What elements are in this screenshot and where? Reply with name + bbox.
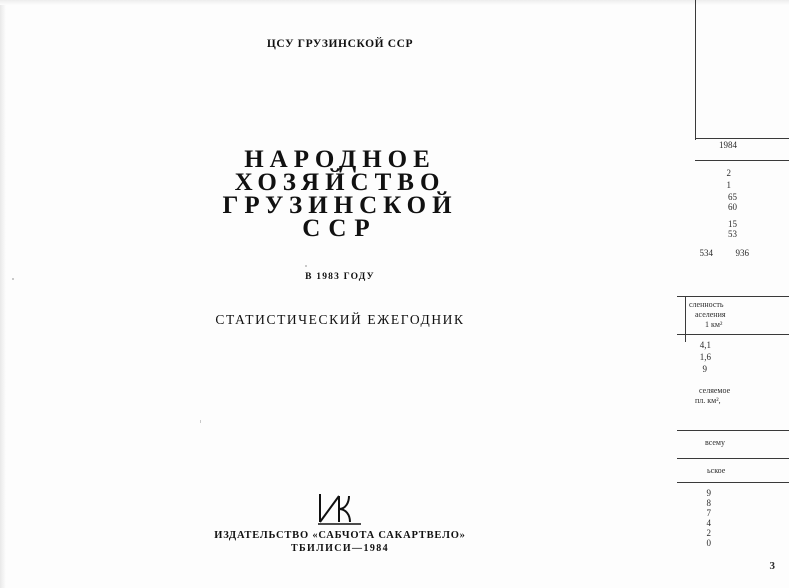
title-line-3: ГРУЗИНСКОЙ xyxy=(222,192,458,219)
bleed-number: 7 xyxy=(706,508,711,518)
title-line-2: ХОЗЯЙСТВО xyxy=(234,169,446,196)
bleed-number: 53 xyxy=(728,229,737,239)
table-rule-horizontal xyxy=(677,482,789,483)
bleed-label-urban: ьское xyxy=(707,466,726,475)
issuing-agency: ЦСУ ГРУЗИНСКОЙ ССР xyxy=(266,38,414,50)
imprint xyxy=(0,530,680,555)
bleed-number: 4 xyxy=(706,518,711,528)
year-line: В 1983 ГОДУ xyxy=(305,272,375,282)
bleed-number: 60 xyxy=(728,202,737,212)
table-rule-horizontal xyxy=(677,458,789,459)
table-rule-horizontal xyxy=(677,334,789,335)
table-rule-horizontal xyxy=(677,296,789,297)
table-rule-horizontal xyxy=(677,430,789,431)
city-year: ТБИЛИСИ—1984 xyxy=(290,542,390,554)
bleed-number: 2 xyxy=(706,528,711,538)
bleed-note-line: пл. км², xyxy=(695,396,721,405)
publisher-name: ИЗДАТЕЛЬСТВО «САБЧОТА САКАРТВЕЛО» xyxy=(214,530,466,541)
bleed-note-line: селяемое xyxy=(699,386,731,395)
bleed-table-header-line: сленность xyxy=(689,300,724,309)
page-title xyxy=(0,148,680,240)
bleed-number: 1 xyxy=(726,180,731,190)
bleed-density-value: 9 xyxy=(702,364,707,374)
title-line-1: НАРОДНОЕ xyxy=(244,146,436,173)
table-rule-horizontal xyxy=(695,160,789,161)
folio-number: 3 xyxy=(769,560,775,572)
bleed-number: 8 xyxy=(706,498,711,508)
bleed-table-header-line: аселения xyxy=(695,310,726,319)
bleed-table-header-line: 1 км² xyxy=(705,320,723,329)
adjacent-page-fragment xyxy=(677,0,789,588)
title-line-4: ССР xyxy=(302,215,378,242)
bleed-label-all: всему xyxy=(705,438,725,447)
bleed-number: 65 xyxy=(728,192,737,202)
bleed-total: 936 xyxy=(735,248,749,258)
bleed-total: 534 xyxy=(699,248,713,258)
bleed-header-year: 1984 xyxy=(719,140,737,150)
table-rule-vertical xyxy=(685,296,686,342)
bleed-number: 15 xyxy=(728,219,737,229)
bleed-density-value: 1,6 xyxy=(699,352,711,362)
publisher-monogram-icon xyxy=(0,492,680,531)
bleed-density-value: 4,1 xyxy=(699,340,711,350)
subtitle: СТАТИСТИЧЕСКИЙ ЕЖЕГОДНИК xyxy=(215,312,465,327)
bleed-number: 0 xyxy=(706,538,711,548)
bleed-number: 2 xyxy=(726,168,731,178)
table-rule-horizontal xyxy=(695,138,789,139)
table-rule-vertical xyxy=(695,0,696,140)
bleed-number: 9 xyxy=(706,488,711,498)
